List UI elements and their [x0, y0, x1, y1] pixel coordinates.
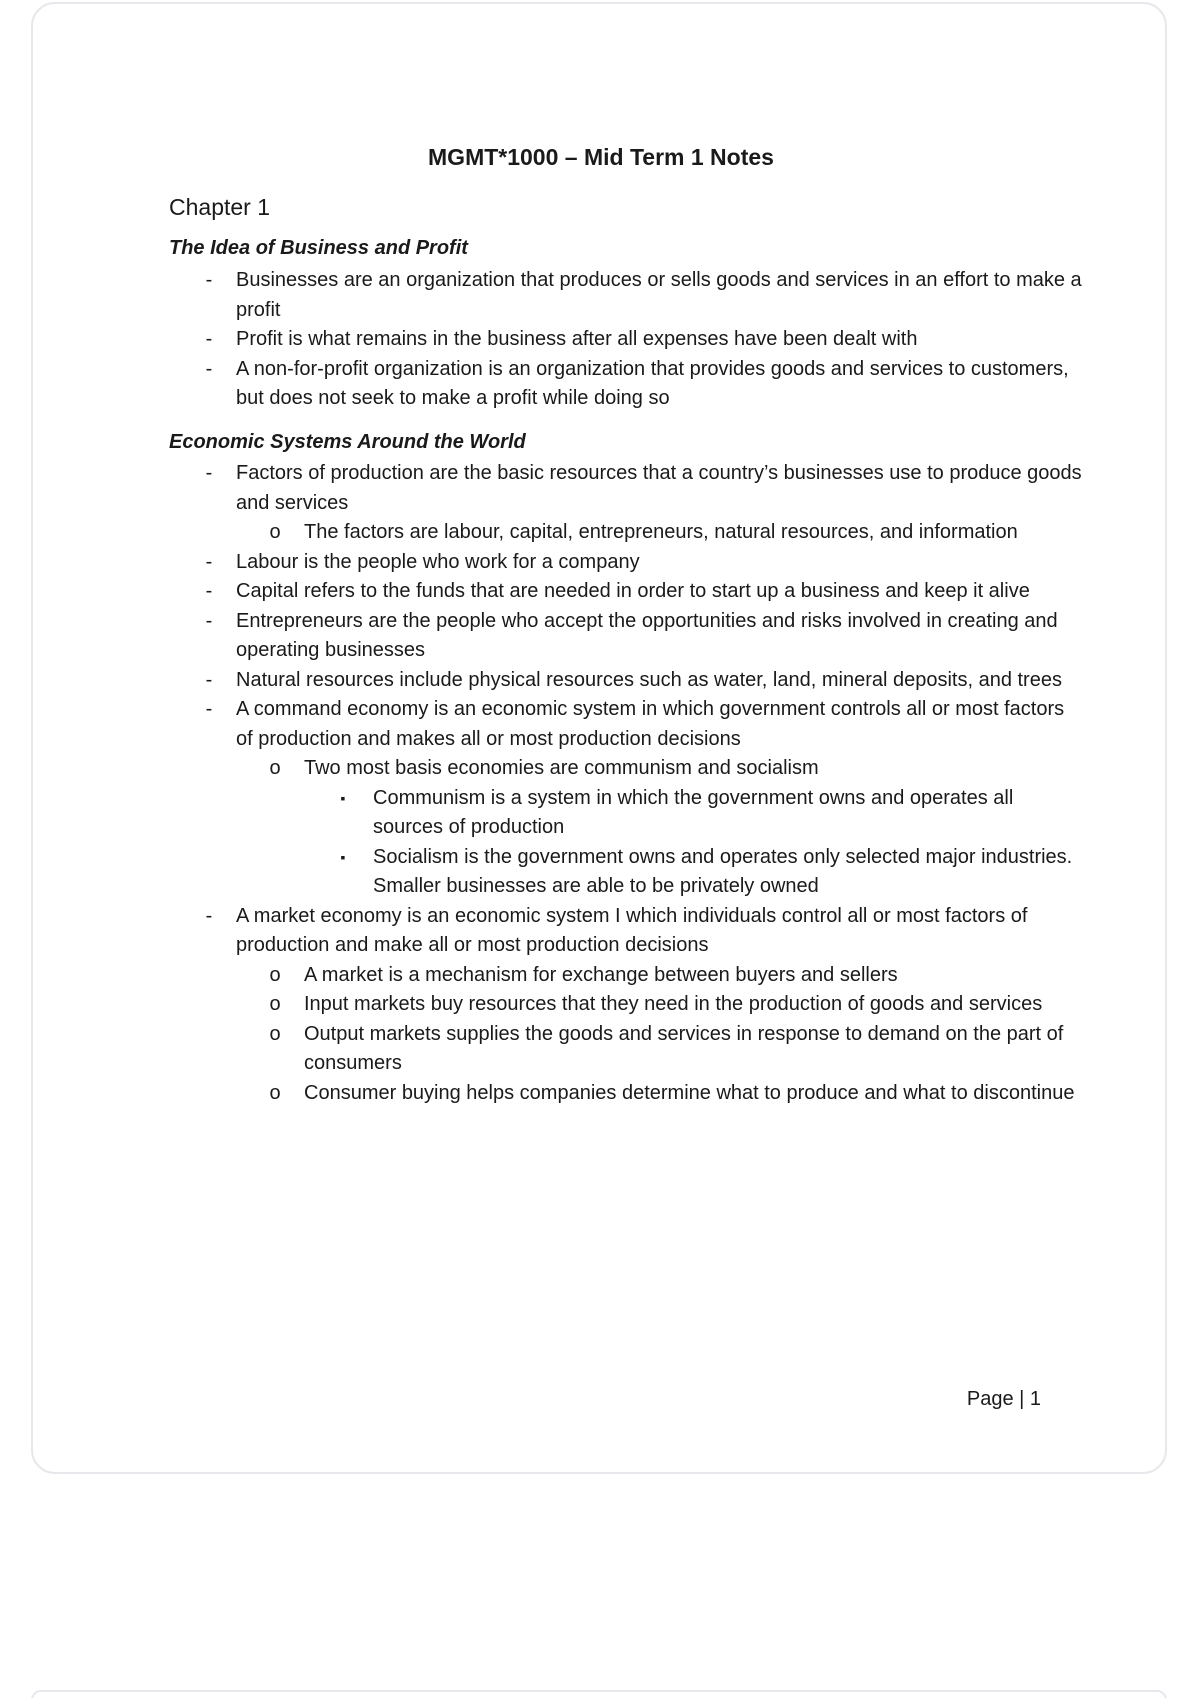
- list-item: [33, 902, 1086, 961]
- section-heading-business-profit: The Idea of Business and Profit: [169, 237, 468, 259]
- list-item-text: Capital refers to the funds that are needed in order to start up a business and keep it alive: [236, 580, 1030, 602]
- list-item-text: Communism is a system in which the government owns and operates all sources of production: [373, 786, 1014, 838]
- next-page-edge: [31, 1690, 1167, 1698]
- dash-bullet: -: [205, 609, 213, 632]
- circle-bullet: o: [269, 521, 281, 543]
- list-item-text: Factors of production are the basic resources that a country’s businesses use to produce goods and services: [236, 462, 1082, 514]
- list-item: [33, 607, 1086, 666]
- list-item-text: Labour is the people who work for a company: [236, 550, 640, 573]
- list-item-text: Output markets supplies the goods and services in response to demand on the part of consumers: [304, 1022, 1064, 1074]
- list-item-text: Entrepreneurs are the people who accept the opportunities and risks involved in creating and operating businesses: [236, 609, 1058, 661]
- list-item: [33, 548, 1086, 578]
- circle-bullet: o: [269, 757, 281, 779]
- document-page: [31, 2, 1167, 1474]
- list-item-text: Natural resources include physical resources such as water, land, mineral deposits, and trees: [236, 668, 1062, 691]
- list-item-text: A command economy is an economic system in which government controls all or most factors of production and makes all or most production decisions: [236, 698, 1065, 750]
- list-item: [33, 355, 1086, 414]
- circle-bullet: o: [269, 993, 281, 1015]
- list-item-text: A market is a mechanism for exchange between buyers and sellers: [304, 963, 898, 986]
- list-item-text: Input markets buy resources that they need in the production of goods and services: [304, 993, 1043, 1015]
- dash-bullet: -: [205, 269, 213, 291]
- list-item-text: The factors are labour, capital, entrepreneurs, natural resources, and information: [304, 521, 1018, 543]
- list-item-text: Profit is what remains in the business after all expenses have been dealt with: [236, 328, 918, 350]
- dash-bullet: -: [205, 550, 213, 573]
- chapter-heading: Chapter 1: [169, 194, 271, 220]
- list-item: [33, 754, 1104, 784]
- dash-bullet: -: [205, 698, 213, 720]
- document-title: MGMT*1000 – Mid Term 1 Notes: [428, 144, 774, 170]
- list-item: [33, 518, 1104, 548]
- dash-bullet: -: [205, 904, 213, 927]
- section-heading-economic-systems: Economic Systems Around the World: [169, 431, 526, 453]
- list-item-text: Consumer buying helps companies determine what to produce and what to discontinue: [304, 1081, 1075, 1104]
- list-item: [33, 577, 1086, 607]
- list-item: [33, 1020, 1104, 1079]
- square-bullet: ▪: [340, 789, 346, 806]
- list-item-text: Socialism is the government owns and operates only selected major industries. Smaller businesses are able to be privately owned: [373, 845, 1073, 897]
- dash-bullet: -: [205, 668, 213, 691]
- business-profit-list: [33, 266, 1086, 414]
- list-item: [33, 784, 1073, 843]
- list-item: [33, 266, 1086, 325]
- list-item-text: A non-for-profit organization is an organization that provides goods and services to customers, but does not seek to make a profit while doing so: [236, 357, 1069, 409]
- list-item-text: Businesses are an organization that produces or sells goods and services in an effort to make a profit: [236, 269, 1082, 321]
- list-item-text: A market economy is an economic system I which individuals control all or most factors of production and make all or most production decisions: [236, 904, 1028, 956]
- list-item: [33, 990, 1104, 1020]
- dash-bullet: -: [205, 357, 213, 380]
- dash-bullet: -: [205, 580, 213, 602]
- list-item: [33, 325, 1086, 355]
- list-item: [33, 961, 1104, 991]
- circle-bullet: o: [269, 1022, 281, 1045]
- list-item-text: Two most basis economies are communism and socialism: [304, 757, 819, 779]
- page-number-footer: Page | 1: [966, 1388, 1041, 1410]
- circle-bullet: o: [269, 963, 281, 986]
- list-item: [33, 459, 1086, 518]
- economic-systems-list: [33, 459, 1104, 1108]
- list-item: [33, 695, 1086, 754]
- dash-bullet: -: [205, 462, 213, 484]
- list-item: [33, 666, 1086, 696]
- square-bullet: ▪: [340, 848, 346, 865]
- circle-bullet: o: [269, 1081, 281, 1104]
- list-item: [33, 1079, 1104, 1109]
- dash-bullet: -: [205, 328, 213, 350]
- list-item: [33, 843, 1073, 902]
